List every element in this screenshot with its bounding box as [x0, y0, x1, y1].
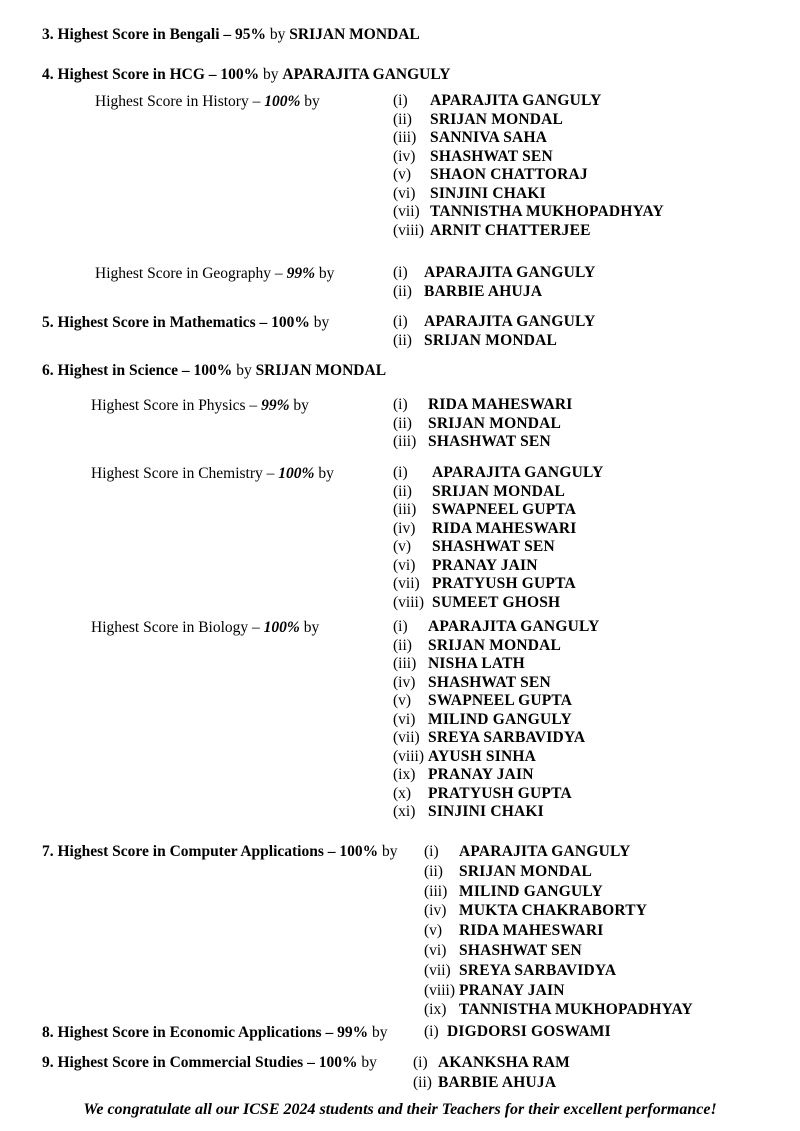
section-number: 9. [42, 1054, 54, 1071]
roman-numeral: (vi) [393, 184, 416, 202]
score-percent: 100% [264, 93, 301, 110]
roman-numeral: (viii) [393, 593, 424, 611]
student-name: SUMEET GHOSH [432, 593, 561, 611]
student-name: SRIJAN MONDAL [432, 482, 566, 500]
roman-numeral: (x) [393, 784, 412, 802]
student-name: MILIND GANGULY [428, 710, 572, 728]
section-economic-heading [42, 1024, 387, 1042]
by-text: by [371, 1024, 388, 1041]
roman-numeral: (vii) [393, 729, 420, 746]
roman-numeral: (i) [424, 843, 439, 860]
roman-numeral: (iv) [424, 902, 447, 920]
student-name: PRANAY JAIN [428, 766, 534, 783]
student-name: SREYA SARBAVIDYA [459, 961, 617, 979]
roman-numeral: (ii) [393, 110, 412, 128]
subject-label: Highest Score in Geography – [95, 265, 287, 282]
section-number: 4. [42, 66, 54, 83]
roman-numeral: (iv) [393, 519, 416, 537]
section-title: Highest Score in Bengali – 95% [57, 26, 267, 43]
student-name: RIDA MAHESWARI [428, 396, 573, 413]
student-name: ARNIT CHATTERJEE [430, 221, 591, 239]
chemistry-subheading [91, 465, 334, 483]
roman-numeral: (i) [393, 464, 408, 481]
by-text: by [313, 314, 330, 331]
by-text: by [314, 465, 334, 482]
roman-numeral: (i) [393, 313, 408, 330]
student-name: PRATYUSH GUPTA [432, 575, 576, 592]
history-subheading [95, 93, 320, 111]
roman-numeral: (iii) [393, 501, 417, 518]
roman-numeral: (vii) [393, 203, 420, 220]
roman-numeral: (v) [393, 692, 412, 709]
roman-numeral: (i) [393, 264, 408, 281]
section-mathematics-heading [42, 314, 329, 332]
student-name: SHASHWAT SEN [428, 433, 551, 450]
roman-numeral: (i) [393, 618, 408, 635]
student-name: SANNIVA SAHA [430, 129, 548, 146]
by-text: by [300, 93, 320, 110]
section-number: 3. [42, 26, 54, 43]
student-name: APARAJITA GANGULY [424, 264, 596, 281]
student-name: PRANAY JAIN [432, 556, 538, 574]
subject-label: Highest Score in Chemistry – [91, 465, 279, 482]
student-name: SWAPNEEL GUPTA [432, 501, 577, 518]
score-percent: 99% [286, 265, 315, 282]
student-name: SWAPNEEL GUPTA [428, 692, 573, 709]
roman-numeral: (i) [424, 1023, 439, 1040]
section-hcg-heading [42, 66, 450, 84]
student-name: TANNISTHA MUKHOPADHYAY [430, 203, 664, 220]
roman-numeral: (vii) [393, 575, 420, 592]
roman-numeral: (viii) [393, 747, 424, 765]
section-title: Highest Score in Computer Applications – 100% [57, 843, 379, 860]
roman-numeral: (i) [393, 92, 408, 109]
roman-numeral: (iv) [393, 673, 416, 691]
by-text: by [382, 843, 398, 860]
roman-numeral: (ii) [393, 414, 412, 432]
student-name: APARAJITA GANGULY [459, 843, 631, 860]
section-computer-heading [42, 843, 398, 861]
roman-numeral: (iii) [393, 129, 417, 146]
roman-numeral: (ii) [393, 282, 412, 300]
roman-numeral: (vii) [424, 961, 451, 979]
section-title: Highest Score in Mathematics – 100% [57, 314, 310, 331]
section-bengali-heading [42, 26, 420, 44]
student-name: SINJINI CHAKI [430, 184, 546, 202]
student-name: RIDA MAHESWARI [432, 519, 577, 537]
student-name: BARBIE AHUJA [424, 282, 543, 300]
subject-label: Highest Score in History – [95, 93, 265, 110]
student-name: MILIND GANGULY [459, 882, 603, 900]
student-name: SHAON CHATTORAJ [430, 166, 588, 183]
roman-numeral: (ii) [413, 1074, 432, 1091]
student-name: PRANAY JAIN [459, 981, 565, 999]
by-text: by [314, 265, 335, 282]
student-name: SRIJAN MONDAL [428, 414, 562, 432]
roman-numeral: (ii) [393, 482, 412, 500]
roman-numeral: (iv) [393, 147, 416, 165]
section-number: 7. [42, 843, 54, 860]
student-name: NISHA LATH [428, 655, 525, 672]
student-name: DIGDORSI GOSWAMI [447, 1023, 611, 1040]
student-name: RIDA MAHESWARI [459, 922, 604, 940]
score-percent: 100% [278, 465, 315, 482]
student-name: BARBIE AHUJA [438, 1074, 557, 1091]
subject-label: Highest Score in Physics – [91, 397, 262, 414]
biology-subheading [91, 619, 319, 637]
congratulations-footer: We congratulate all our ICSE 2024 students and their Teachers for their excellent performance! [83, 1101, 717, 1118]
score-percent: 100% [263, 619, 300, 636]
roman-numeral: (xi) [393, 803, 416, 820]
section-number: 6. [42, 362, 54, 379]
student-name: APARAJITA GANGULY [424, 313, 596, 330]
roman-numeral: (iii) [393, 433, 417, 450]
student-name: APARAJITA GANGULY [432, 464, 604, 481]
student-name: SHASHWAT SEN [432, 538, 555, 555]
student-name: AYUSH SINHA [428, 747, 537, 765]
physics-subheading [91, 397, 309, 415]
section-number: 5. [42, 314, 54, 331]
geography-subheading [95, 265, 334, 283]
student-name: MUKTA CHAKRABORTY [459, 902, 648, 920]
topper-name: APARAJITA GANGULY [282, 66, 451, 83]
score-percent: 99% [261, 397, 290, 414]
section-science-heading [42, 362, 386, 380]
student-name: PRATYUSH GUPTA [428, 784, 572, 802]
section-commercial-heading [42, 1054, 377, 1072]
roman-numeral: (i) [413, 1054, 428, 1071]
roman-numeral: (vi) [393, 556, 416, 574]
roman-numeral: (ix) [393, 766, 416, 783]
roman-numeral: (i) [393, 396, 408, 413]
roman-numeral: (viii) [424, 981, 455, 999]
student-name: SRIJAN MONDAL [428, 636, 562, 654]
roman-numeral: (v) [393, 166, 412, 183]
section-number: 8. [42, 1024, 54, 1041]
section-title: Highest Score in HCG – 100% [57, 66, 260, 83]
section-title: Highest Score in Commercial Studies – 100% [57, 1054, 358, 1071]
topper-name: SRIJAN MONDAL [255, 362, 387, 379]
student-name: AKANKSHA RAM [438, 1054, 571, 1071]
roman-numeral: (ii) [393, 331, 412, 349]
section-title: Highest in Science – 100% [57, 362, 233, 379]
roman-numeral: (vi) [424, 941, 447, 959]
student-name: SINJINI CHAKI [428, 803, 544, 820]
student-name: APARAJITA GANGULY [428, 618, 600, 635]
roman-numeral: (ii) [424, 862, 443, 880]
by-text: by [263, 66, 279, 83]
student-name: SRIJAN MONDAL [430, 110, 564, 128]
by-text: by [289, 397, 309, 414]
roman-numeral: (v) [393, 538, 412, 555]
roman-numeral: (ix) [424, 1001, 447, 1019]
student-name: SHASHWAT SEN [459, 941, 582, 959]
by-text: by [269, 26, 286, 43]
roman-numeral: (iii) [424, 882, 448, 900]
student-name: SRIJAN MONDAL [459, 862, 593, 880]
by-text: by [236, 362, 252, 379]
student-name: TANNISTHA MUKHOPADHYAY [459, 1001, 693, 1019]
student-name: SRIJAN MONDAL [424, 331, 558, 349]
roman-numeral: (viii) [393, 221, 424, 239]
by-text: by [361, 1054, 377, 1071]
roman-numeral: (iii) [393, 655, 417, 672]
roman-numeral: (v) [424, 922, 443, 940]
student-name: APARAJITA GANGULY [430, 92, 602, 109]
roman-numeral: (vi) [393, 710, 416, 728]
student-name: SHASHWAT SEN [428, 673, 551, 691]
section-title: Highest Score in Economic Applications – 99% [57, 1024, 369, 1041]
by-text: by [299, 619, 320, 636]
student-name: SREYA SARBAVIDYA [428, 729, 586, 746]
topper-name: SRIJAN MONDAL [289, 26, 420, 43]
roman-numeral: (ii) [393, 636, 412, 654]
subject-label: Highest Score in Biology – [91, 619, 264, 636]
student-name: SHASHWAT SEN [430, 147, 553, 165]
